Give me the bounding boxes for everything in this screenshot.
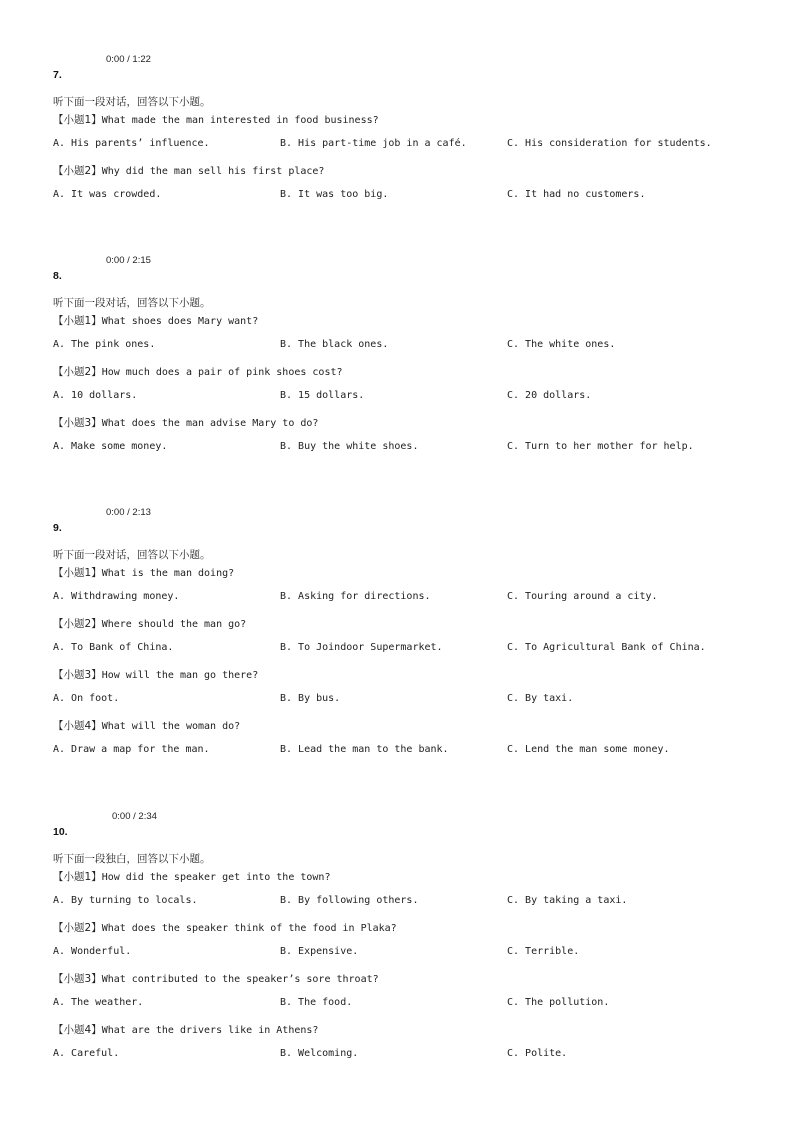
option-c: C. It had no customers.	[507, 189, 646, 200]
question-number: 7.	[53, 69, 62, 81]
sub-question	[53, 112, 379, 127]
sub-question	[53, 971, 379, 986]
option-b: B. 15 dollars.	[280, 390, 365, 401]
option-c: C. Touring around a city.	[507, 591, 658, 602]
option-c: C. 20 dollars.	[507, 390, 592, 401]
question-number: 8.	[53, 270, 62, 282]
sub-question-tag: 【小题1】	[53, 871, 102, 883]
sub-question	[53, 565, 234, 580]
option-b: B. The food.	[280, 997, 353, 1008]
option-b: B. Expensive.	[280, 946, 359, 957]
option-b: B. The black ones.	[280, 339, 389, 350]
option-c: C. Lend the man some money.	[507, 744, 670, 755]
options-row	[0, 390, 794, 404]
audio-time[interactable]: 0:00 / 2:15	[106, 255, 151, 266]
option-a: A. On foot.	[53, 693, 120, 704]
options-row	[0, 693, 794, 707]
option-c: C. By taxi.	[507, 693, 574, 704]
sub-question-tag: 【小题4】	[53, 720, 102, 732]
option-c: C. Terrible.	[507, 946, 580, 957]
sub-question-tag: 【小题2】	[53, 366, 102, 378]
sub-question-text: What is the man doing?	[101, 568, 235, 579]
option-c: C. Polite.	[507, 1048, 568, 1059]
option-a: A. It was crowded.	[53, 189, 162, 200]
question-number: 10.	[53, 826, 68, 838]
option-a: A. His parents’ influence.	[53, 138, 210, 149]
options-row	[0, 441, 794, 455]
sub-question	[53, 1022, 318, 1037]
option-a: A. The weather.	[53, 997, 144, 1008]
option-a: A. Make some money.	[53, 441, 168, 452]
option-b: B. His part-time job in a café.	[280, 138, 467, 149]
option-c: C. By taking a taxi.	[507, 895, 628, 906]
options-row	[0, 138, 794, 152]
sub-question-tag: 【小题1】	[53, 315, 102, 327]
sub-question-tag: 【小题3】	[53, 973, 102, 985]
sub-question-tag: 【小题2】	[53, 165, 102, 177]
sub-question-text: What does the man advise Mary to do?	[101, 418, 319, 429]
sub-question	[53, 415, 318, 430]
option-c: C. His consideration for students.	[507, 138, 712, 149]
option-a: A. Withdrawing money.	[53, 591, 180, 602]
option-b: B. To Joindoor Supermarket.	[280, 642, 443, 653]
sub-question-tag: 【小题3】	[53, 417, 102, 429]
sub-question	[53, 163, 324, 178]
options-row	[0, 339, 794, 353]
sub-question	[53, 718, 240, 733]
sub-question	[53, 920, 397, 935]
option-b: B. Asking for directions.	[280, 591, 431, 602]
options-row	[0, 591, 794, 605]
sub-question-text: What shoes does Mary want?	[101, 316, 259, 327]
sub-question-text: What are the drivers like in Athens?	[101, 1025, 319, 1036]
audio-time[interactable]: 0:00 / 2:34	[112, 811, 157, 822]
sub-question-text: What made the man interested in food business?	[101, 115, 379, 126]
sub-question-text: How will the man go there?	[101, 670, 259, 681]
options-row	[0, 946, 794, 960]
option-b: B. It was too big.	[280, 189, 389, 200]
sub-question-tag: 【小题1】	[53, 567, 102, 579]
instruction: 听下面一段对话，回答以下小题。	[53, 549, 211, 561]
sub-question-tag: 【小题2】	[53, 618, 102, 630]
instruction: 听下面一段独白，回答以下小题。	[53, 853, 211, 865]
sub-question	[53, 667, 258, 682]
options-row	[0, 997, 794, 1011]
option-a: A. Careful.	[53, 1048, 120, 1059]
options-row	[0, 642, 794, 656]
option-b: B. Buy the white shoes.	[280, 441, 419, 452]
instruction: 听下面一段对话，回答以下小题。	[53, 96, 211, 108]
option-a: A. 10 dollars.	[53, 390, 138, 401]
sub-question-text: What contributed to the speaker’s sore throat?	[101, 974, 379, 985]
option-c: C. Turn to her mother for help.	[507, 441, 694, 452]
option-b: B. By bus.	[280, 693, 341, 704]
sub-question	[53, 869, 330, 884]
sub-question-tag: 【小题2】	[53, 922, 102, 934]
audio-time[interactable]: 0:00 / 1:22	[106, 54, 151, 65]
sub-question-tag: 【小题3】	[53, 669, 102, 681]
sub-question-text: Why did the man sell his first place?	[101, 166, 325, 177]
option-b: B. Welcoming.	[280, 1048, 359, 1059]
option-a: A. By turning to locals.	[53, 895, 198, 906]
options-row	[0, 189, 794, 203]
options-row	[0, 895, 794, 909]
sub-question-text: Where should the man go?	[101, 619, 247, 630]
sub-question	[53, 364, 343, 379]
option-a: A. Draw a map for the man.	[53, 744, 210, 755]
sub-question-tag: 【小题4】	[53, 1024, 102, 1036]
options-row	[0, 1048, 794, 1062]
option-b: B. Lead the man to the bank.	[280, 744, 449, 755]
option-c: C. The pollution.	[507, 997, 610, 1008]
option-a: A. To Bank of China.	[53, 642, 174, 653]
sub-question-text: What does the speaker think of the food in Plaka?	[101, 923, 397, 934]
option-a: A. Wonderful.	[53, 946, 132, 957]
audio-time[interactable]: 0:00 / 2:13	[106, 507, 151, 518]
option-b: B. By following others.	[280, 895, 419, 906]
sub-question-text: How did the speaker get into the town?	[101, 872, 331, 883]
option-a: A. The pink ones.	[53, 339, 156, 350]
sub-question	[53, 616, 246, 631]
sub-question-text: How much does a pair of pink shoes cost?	[101, 367, 343, 378]
instruction: 听下面一段对话，回答以下小题。	[53, 297, 211, 309]
sub-question-text: What will the woman do?	[101, 721, 241, 732]
option-c: C. To Agricultural Bank of China.	[507, 642, 706, 653]
option-c: C. The white ones.	[507, 339, 616, 350]
sub-question-tag: 【小题1】	[53, 114, 102, 126]
question-number: 9.	[53, 522, 62, 534]
options-row	[0, 744, 794, 758]
sub-question	[53, 313, 258, 328]
